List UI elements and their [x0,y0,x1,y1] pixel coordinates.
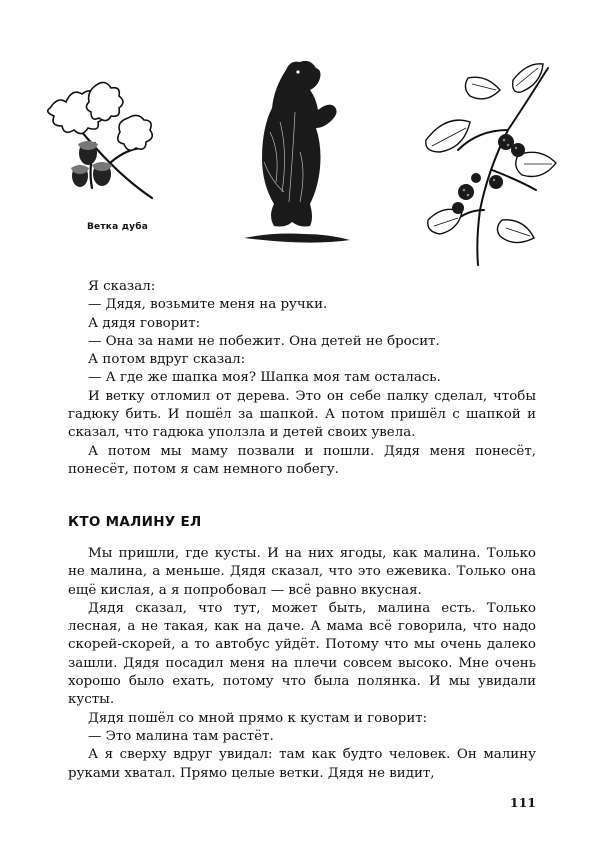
paragraph: — Дядя, возьмите меня на ручки. [88,297,328,313]
paragraph: — Она за нами не побежит. Она детей не бросит. [88,333,440,349]
paragraph: А я сверху вдруг увидал: там как будто человек. Он малину руками хватал. Прямо целые ветки. Дядя не видит, [68,747,536,781]
section-heading: КТО МАЛИНУ ЕЛ [68,514,202,530]
paragraph: — Это малина там растёт. [88,728,274,744]
paragraph: Дядя пошёл со мной прямо к кустам и говорит: [88,710,428,726]
oak-caption: Ветка дуба [87,222,148,232]
raspberry-branch-icon [418,60,560,270]
paragraph: И ветку отломил от дерева. Это он себе палку сделал, чтобы гадюку бить. И пошёл за шапкой. А потом пришёл с шапкой и сказал, что гадюка уползла и детей своих увела. [68,388,536,441]
standing-bear-icon [240,52,355,252]
paragraph: А потом мы маму позвали и пошли. Дядя меня понесёт, понесёт, потом я сам немного побегу. [68,443,536,477]
paragraph: — А где же шапка моя? Шапка моя там осталась. [88,370,441,386]
paragraph: А потом вдруг сказал: [88,352,246,368]
paragraph: Я сказал: [88,279,156,294]
oak-branch-icon [40,78,165,208]
page-number: 111 [509,795,536,810]
paragraph: Дядя сказал, что тут, может быть, малина есть. Только лесная, а не такая, как на даче. А мама всё говорила, что надо скорей-скорей, а то автобус уйдёт. Потому что мы очень далеко зашли. Дядя посадил меня на плечи совсем высоко. Мне очень хорошо было ехать, потому что была полянка. И мы увидали кусты. [68,600,536,708]
story-part-1 [68,278,536,479]
story-part-2 [68,545,536,783]
paragraph: А дядя говорит: [88,315,201,331]
paragraph: Мы пришли, где кусты. И на них ягоды, как малина. Только не малина, а меньше. Дядя сказал, что это ежевика. Только она ещё кислая, а я попробовал — всё равно вкусная. [68,546,536,598]
